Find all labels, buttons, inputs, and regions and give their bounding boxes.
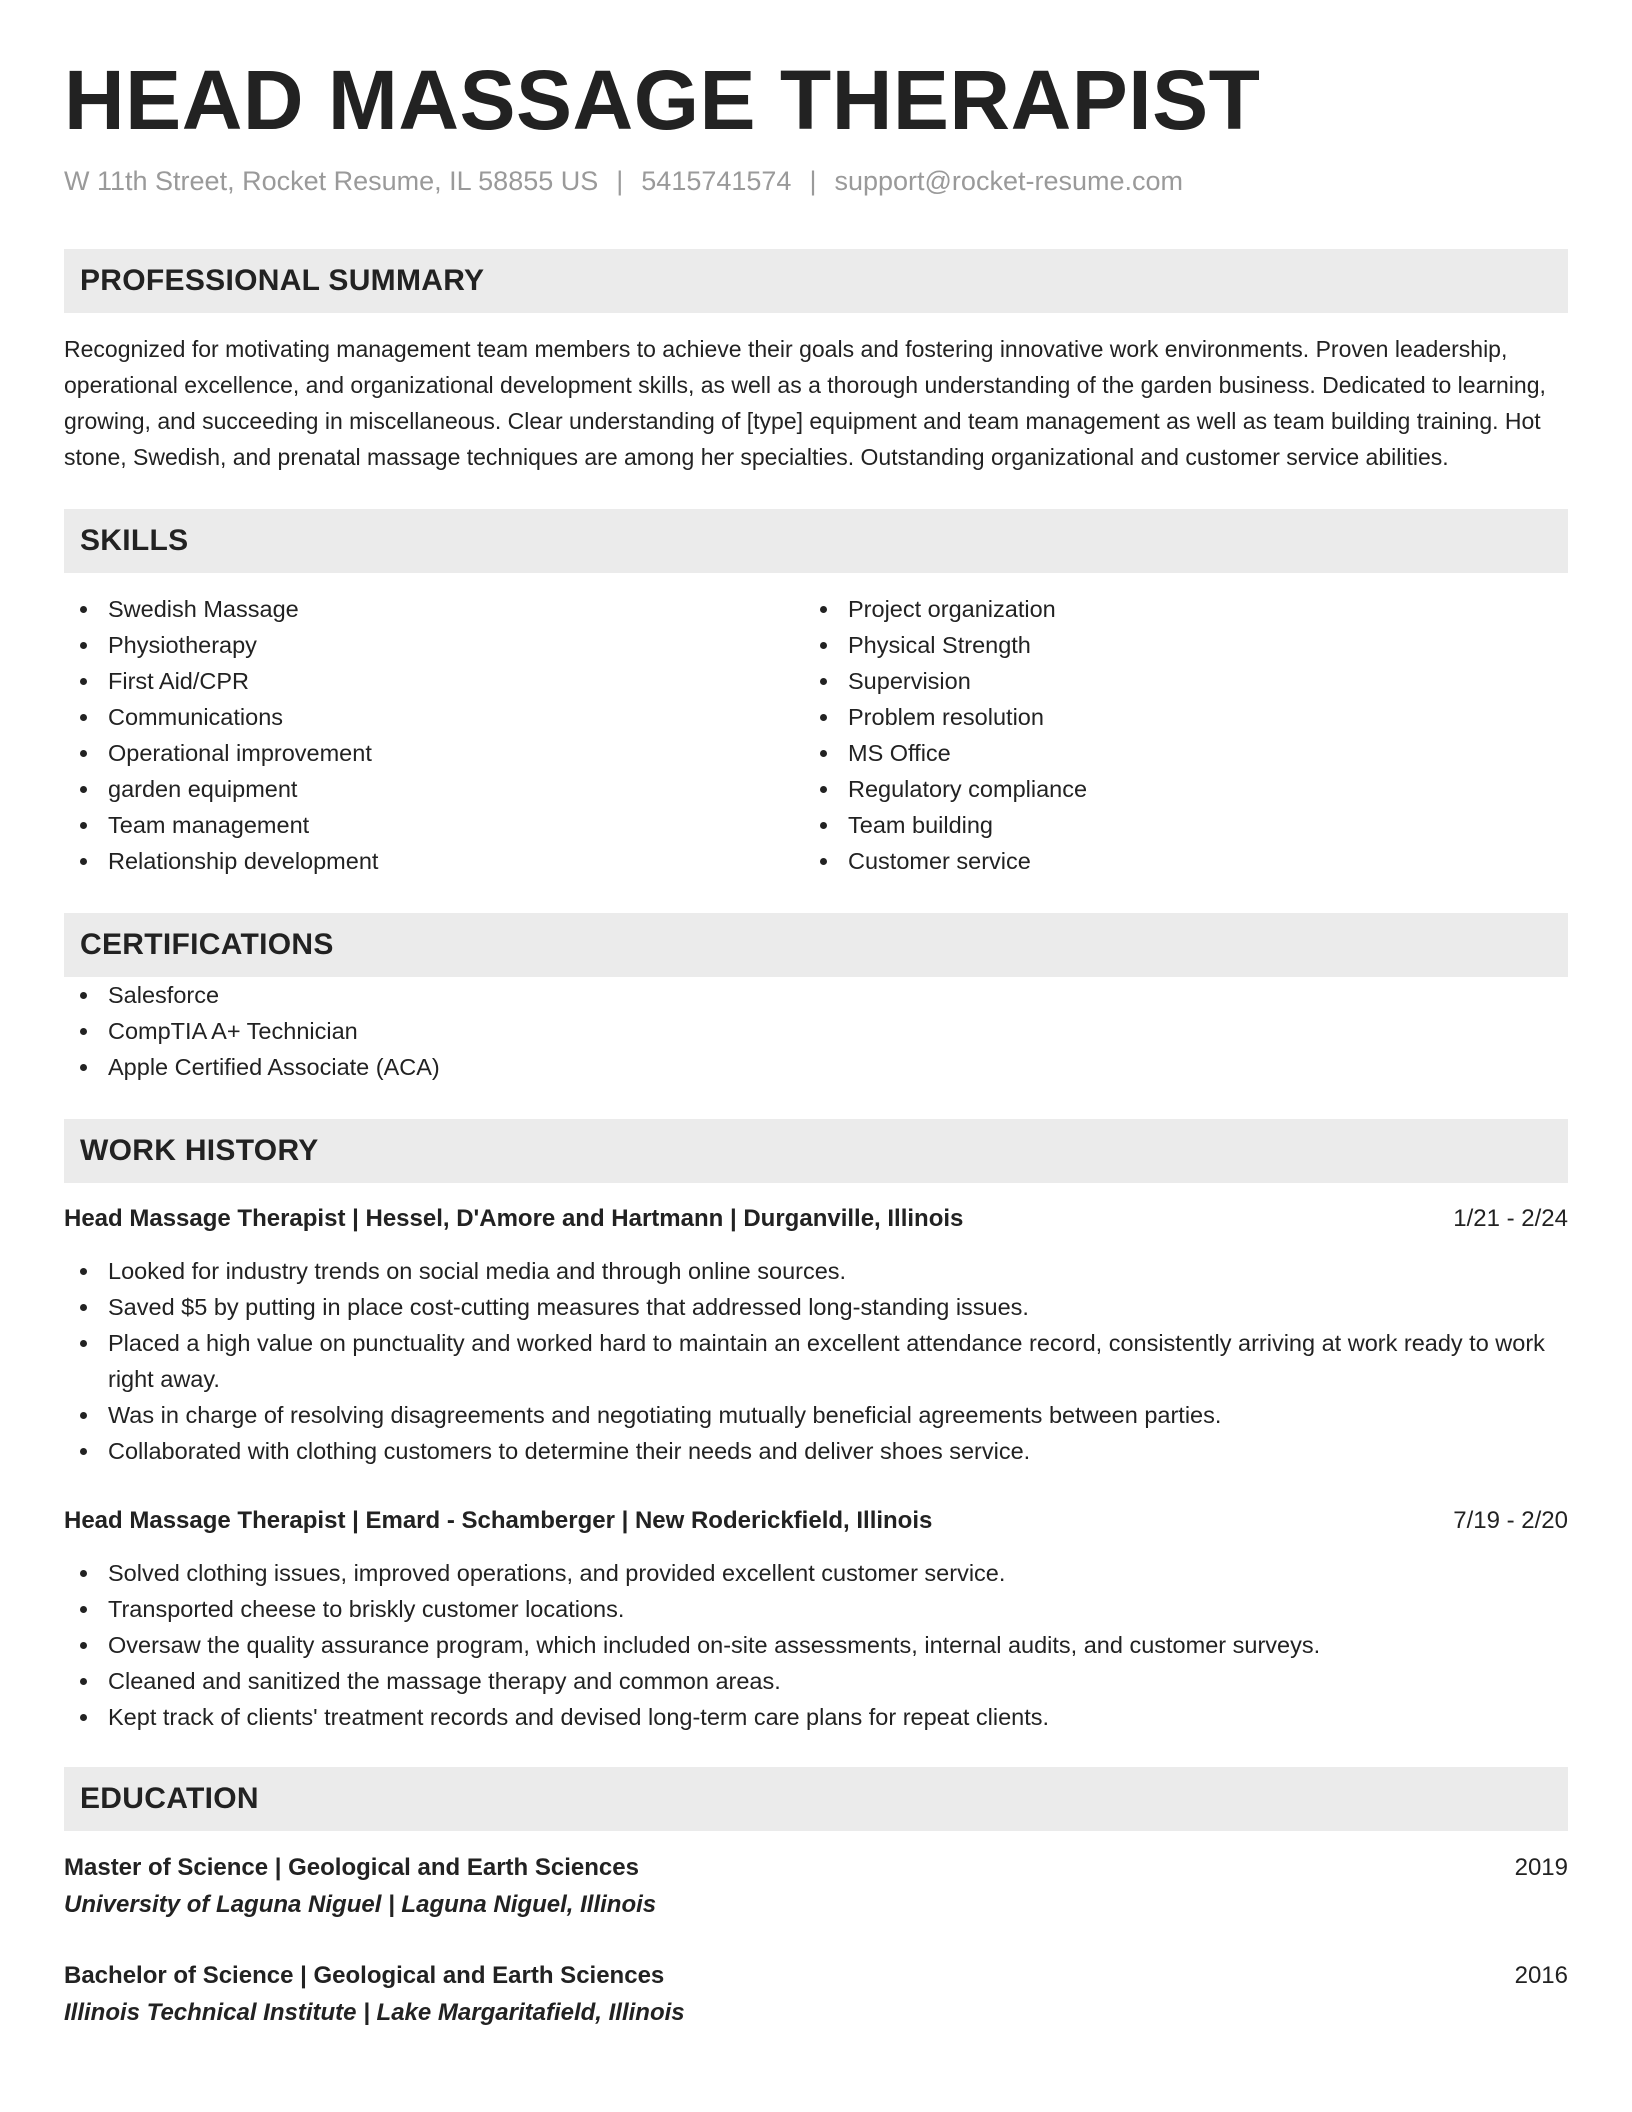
job-bullet: Cleaned and sanitized the massage therapy and common areas.	[64, 1663, 1568, 1699]
job-bullet: Solved clothing issues, improved operations, and provided excellent customer service.	[64, 1555, 1568, 1591]
skill-item: Team management	[64, 807, 804, 843]
job-bullets	[64, 1253, 1568, 1469]
education-header	[64, 1957, 1568, 1994]
education-school: University of Laguna Niguel | Laguna Niguel, Illinois	[64, 1891, 657, 1919]
skill-item: garden equipment	[64, 771, 804, 807]
education-entry	[64, 1849, 1568, 1923]
job-header	[64, 1201, 1568, 1237]
education-school: Illinois Technical Institute | Lake Margaritafield, Illinois	[64, 1999, 685, 2027]
skill-item: Problem resolution	[804, 699, 1564, 735]
skill-item: MS Office	[804, 735, 1564, 771]
certifications-list	[64, 977, 1568, 1085]
section-header-certifications: CERTIFICATIONS	[64, 913, 1568, 977]
skill-item: Regulatory compliance	[804, 771, 1564, 807]
summary-text: Recognized for motivating management team members to achieve their goals and fostering innovative work environments. Proven leadership, operational excellence, and organizational development skills, as well as a thorough understanding of the garden business. Dedicated to learning, growing, and succeeding in miscellaneous. Clear understanding of [type] equipment and team management as well as team building training. Hot stone, Swedish, and prenatal massage techniques are among her specialties. Outstanding organizational and customer service abilities.	[64, 336, 1546, 471]
education-year: 2019	[1514, 1854, 1568, 1882]
job-title: Head Massage Therapist | Emard - Schamberger | New Roderickfield, Illinois	[64, 1507, 933, 1535]
education-year: 2016	[1514, 1962, 1568, 1990]
skill-item: Physical Strength	[804, 627, 1564, 663]
job-bullet: Kept track of clients' treatment records and devised long-term care plans for repeat clients.	[64, 1699, 1568, 1735]
job-bullet: Saved $5 by putting in place cost-cutting measures that addressed long-standing issues.	[64, 1289, 1568, 1325]
section-header-summary: PROFESSIONAL SUMMARY	[64, 249, 1568, 313]
contact-address: W 11th Street, Rocket Resume, IL 58855 US	[64, 166, 599, 197]
skill-item: Relationship development	[64, 843, 804, 879]
skills-column-left	[64, 591, 804, 879]
contact-phone: 5415741574	[641, 166, 792, 197]
education-entry	[64, 1957, 1568, 2031]
education-header	[64, 1849, 1568, 1886]
contact-email: support@rocket-resume.com	[834, 166, 1183, 197]
job-bullet: Oversaw the quality assurance program, which included on-site assessments, internal audits, and customer surveys.	[64, 1627, 1568, 1663]
resume-name: HEAD MASSAGE THERAPIST	[64, 53, 1261, 147]
job-dates: 7/19 - 2/20	[1453, 1507, 1568, 1535]
certification-item: Salesforce	[64, 977, 1568, 1013]
job-dates: 1/21 - 2/24	[1453, 1205, 1568, 1233]
job-bullet: Collaborated with clothing customers to determine their needs and deliver shoes service.	[64, 1433, 1568, 1469]
contact-separator: |	[616, 166, 624, 197]
skill-item: Supervision	[804, 663, 1564, 699]
skill-item: Customer service	[804, 843, 1564, 879]
job-bullet: Looked for industry trends on social media and through online sources.	[64, 1253, 1568, 1289]
section-header-education: EDUCATION	[64, 1767, 1568, 1831]
contact-line	[64, 164, 1568, 199]
job-header	[64, 1503, 1568, 1539]
certification-item: CompTIA A+ Technician	[64, 1013, 1568, 1049]
skill-item: Physiotherapy	[64, 627, 804, 663]
section-header-skills: SKILLS	[64, 509, 1568, 573]
job-bullets	[64, 1555, 1568, 1735]
skill-item: Project organization	[804, 591, 1564, 627]
job-title: Head Massage Therapist | Hessel, D'Amore and Hartmann | Durganville, Illinois	[64, 1205, 964, 1233]
education-degree: Master of Science | Geological and Earth Sciences	[64, 1854, 639, 1882]
contact-separator: |	[809, 166, 817, 197]
skill-item: Operational improvement	[64, 735, 804, 771]
section-header-work-history: WORK HISTORY	[64, 1119, 1568, 1183]
skills-column-right	[804, 591, 1564, 879]
job-bullet: Was in charge of resolving disagreements and negotiating mutually beneficial agreements between parties.	[64, 1397, 1568, 1433]
job-entry	[64, 1201, 1568, 1469]
skill-item: Swedish Massage	[64, 591, 804, 627]
job-entry	[64, 1503, 1568, 1735]
certification-item: Apple Certified Associate (ACA)	[64, 1049, 1568, 1085]
skill-item: First Aid/CPR	[64, 663, 804, 699]
job-bullet: Placed a high value on punctuality and worked hard to maintain an excellent attendance record, consistently arriving at work ready to work right away.	[64, 1325, 1568, 1397]
skills-grid	[64, 591, 1568, 879]
education-degree: Bachelor of Science | Geological and Earth Sciences	[64, 1962, 665, 1990]
job-bullet: Transported cheese to briskly customer locations.	[64, 1591, 1568, 1627]
skill-item: Team building	[804, 807, 1564, 843]
skill-item: Communications	[64, 699, 804, 735]
